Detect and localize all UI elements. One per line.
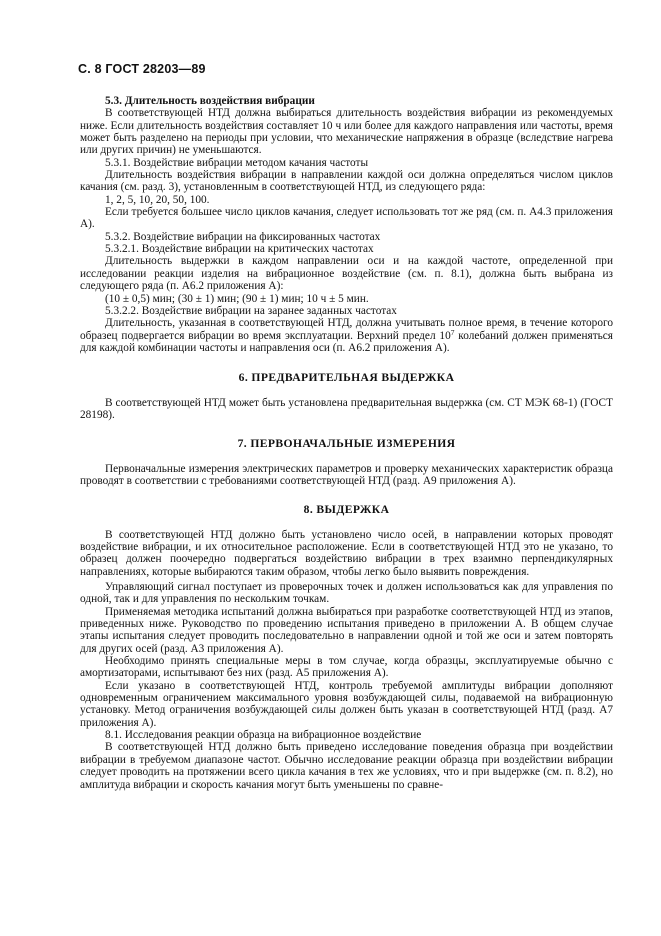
section-8-1-text: В соответствующей НТД должно быть приведено исследование поведения образца при воздействии вибрации в требуемом диапазоне частот. Обычно исследование реакции образца при воздействии вибрации следует проводить на протяжении всего цикла качания в тех же условиях, что и при выдержке (см. п. 8.2), но амплитуда вибрации и скорость качания могут быть уменьшены по сравне- [80,741,613,791]
cycle-series: 1, 2, 5, 10, 20, 50, 100. [105,193,210,206]
section-7-heading: 7. ПЕРВОНАЧАЛЬНЫЕ ИЗМЕРЕНИЯ [237,437,456,451]
section-8-heading: 8. ВЫДЕРЖКА [303,503,390,517]
section-5-3-2-1-text: Длительность выдержки в каждом направлении оси и на каждой частоте, определенной при исследовании реакции изделия на вибрационное воздействие (см. п. 8.1), должна быть выбрана из следующего ряда (п. А6.2 приложения А): [80,255,613,293]
section-5-3-1-title: 5.3.1. Воздействие вибрации методом качания частоты [105,156,369,169]
section-5-3-2-1-title: 5.3.2.1. Воздействие вибрации на критических частотах [105,243,374,256]
section-8-paragraph-1: В соответствующей НТД должно быть установлено число осей, в направлении которых проводят воздействие вибрации, и их относительное расположение. Если в соответствующей НТД это не указано, то образец должен поочередно подвергаться воздействию вибрации в трех взаимно перпендикулярных направлениях, которые выбираются таким образом, чтобы легко было выявить повреждения. [80,528,613,578]
section-8-paragraph-4: Необходимо принять специальные меры в том случае, когда образцы, эксплуатируемые обычно с амортизаторами, испытывают без них (разд. А5 приложения А). [80,655,613,680]
section-8-1-title: 8.1. Исследования реакции образца на вибрационное воздействие [105,729,422,742]
section-5-3-2-2-title: 5.3.2.2. Воздействие вибрации на заранее заданных частотах [105,304,397,317]
section-5-3-2-2-text-a: Длительность, указанная в соответствующей НТД, должна учитывать полное время, в течение которого образец подвергается вибрации во время эксплуатации. Верхний предел 10 [80,317,613,342]
section-5-3-1-text: Длительность воздействия вибрации в направлении каждой оси должна определяться числом циклов качания (см. разд. 3), установленным в соответствующей НТД, из следующего ряда: [80,169,613,194]
duration-series: (10 ± 0,5) мин; (30 ± 1) мин; (90 ± 1) мин; 10 ч ± 5 мин. [105,292,369,305]
section-6-text: В соответствующей НТД может быть установлена предварительная выдержка (см. СТ МЭК 68-1) (ГОСТ 28198). [80,396,613,421]
section-7-text: Первоначальные измерения электрических параметров и проверку механических характеристик образца проводят в соответствии с требованиями соответствующей НТД (разд. А9 приложения А). [80,462,613,487]
section-5-3-2-2-text [80,317,613,354]
section-5-3-paragraph: В соответствующей НТД должна выбираться длительность воздействия вибрации из рекомендуемых ниже. Если длительность воздействия составляет 10 ч или более для каждого направления или частоты, время может быть разделено на периоды при условии, что механические напряжения в образце (вследствие нагрева или других причин) не уменьшаются. [80,107,613,157]
section-5-3-2-2-text-b: колебаний должен применяться для каждой комбинации частоты и направления оси (п. А6.2 приложения А). [80,329,613,354]
section-8-paragraph-5: Если указано в соответствующей НТД, контроль требуемой амплитуды вибрации дополняют одновременным ограничением максимального уровня возбуждающей силы, подаваемой на вибрационную установку. Метод ограничения возбуждающей силы должен быть указан в соответствующей НТД (разд. А7 приложения А). [80,679,613,729]
section-8-paragraph-3: Применяемая методика испытаний должна выбираться при разработке соответствующей НТД из этапов, приведенных ниже. Руководство по проведению испытания приведено в приложении А. В общем случае этапы испытания следует проводить последовательно в направлении одной и той же оси и затем повторять для других осей (разд. А3 приложения А). [80,605,613,655]
exponent: 7 [450,327,455,337]
section-5-3-heading: 5.3. Длительность воздействия вибрации [105,95,315,107]
document-body [80,95,613,791]
section-6-heading: 6. ПРЕДВАРИТЕЛЬНАЯ ВЫДЕРЖКА [238,371,455,385]
section-5-3-1-more: Если требуется большее число циклов качания, следует использовать тот же ряд (см. п. А4.3 приложения А). [80,206,613,231]
section-5-3-2-title: 5.3.2. Воздействие вибрации на фиксированных частотах [105,230,381,243]
section-8-paragraph-2: Управляющий сигнал поступает из проверочных точек и должен использоваться как для управления по одной, так и для управления по нескольким точкам. [80,581,613,606]
page-header: С. 8 ГОСТ 28203—89 [78,62,206,76]
